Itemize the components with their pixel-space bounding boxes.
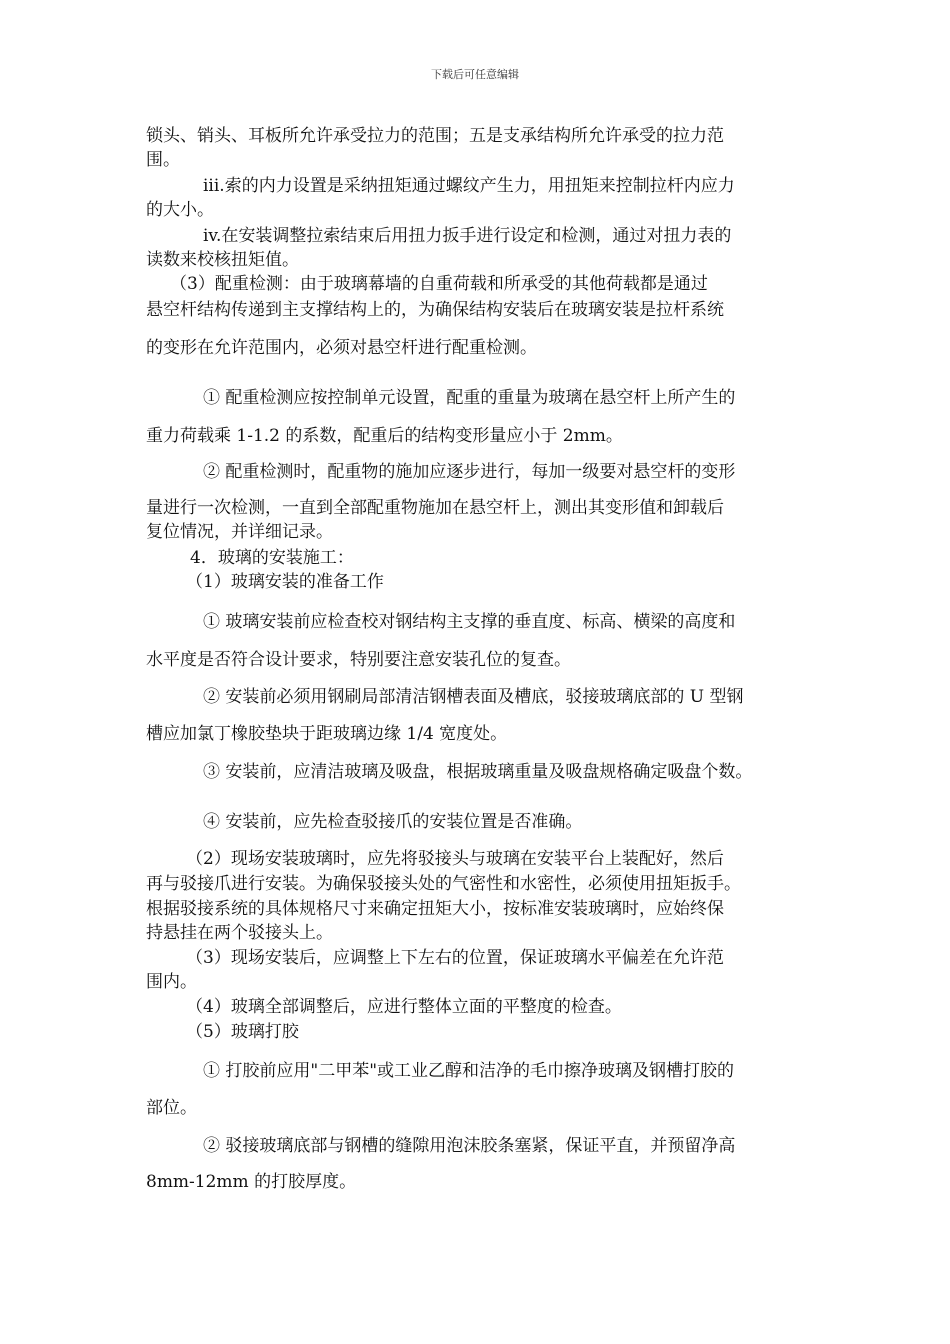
text-line: 量进行一次检测，一直到全部配重物施加在悬空杆上，测出其变形值和卸载后: [146, 498, 724, 518]
text-line: 围。: [146, 150, 180, 170]
text-line: 水平度是否符合设计要求，特别要注意安装孔位的复查。: [146, 650, 571, 670]
text-line: iv.在安装调整拉索结束后用扭力扳手进行设定和检测，通过对扭力表的: [203, 226, 732, 246]
text-line: iii.索的内力设置是采纳扭矩通过螺纹产生力，用扭矩来控制拉杆内应力: [203, 176, 735, 196]
text-line: 复位情况，并详细记录。: [146, 522, 333, 542]
text-line: （5）玻璃打胶: [186, 1022, 299, 1042]
text-line: （3）配重检测：由于玻璃幕墙的自重荷载和所承受的其他荷载都是通过: [170, 274, 708, 294]
text-line: （4）玻璃全部调整后，应进行整体立面的平整度的检查。: [186, 997, 622, 1017]
text-line: 围内。: [146, 972, 197, 992]
text-line: 重力荷载乘 1-1.2 的系数，配重后的结构变形量应小于 2mm。: [146, 426, 623, 446]
text-line: 8mm-12mm 的打胶厚度。: [146, 1172, 357, 1192]
text-line: 悬空杆结构传递到主支撑结构上的，为确保结构安装后在玻璃安装是拉杆系统: [146, 300, 724, 320]
text-line: ② 驳接玻璃底部与钢槽的缝隙用泡沫胶条塞紧，保证平直，并预留净高: [203, 1136, 736, 1156]
text-line: ② 配重检测时，配重物的施加应逐步进行，每加一级要对悬空杆的变形: [203, 462, 736, 482]
text-line: 槽应加氯丁橡胶垫块于距玻璃边缘 1/4 宽度处。: [146, 724, 508, 744]
text-line: （2）现场安装玻璃时，应先将驳接头与玻璃在安装平台上装配好，然后: [186, 849, 724, 869]
text-line: 锁头、销头、耳板所允许承受拉力的范围；五是支承结构所允许承受的拉力范: [146, 126, 724, 146]
text-line: ④ 安装前，应先检查驳接爪的安装位置是否准确。: [203, 812, 583, 832]
text-line: 的变形在允许范围内，必须对悬空杆进行配重检测。: [146, 338, 537, 358]
text-line: 再与驳接爪进行安装。为确保驳接头处的气密性和水密性，必须使用扭矩扳手。: [146, 874, 741, 894]
text-line: 部位。: [146, 1098, 197, 1118]
text-line: ① 打胶前应用"二甲苯"或工业乙醇和洁净的毛巾擦净玻璃及钢槽打胶的: [203, 1061, 735, 1081]
text-line: ① 配重检测应按控制单元设置，配重的重量为玻璃在悬空杆上所产生的: [203, 388, 736, 408]
text-line: ① 玻璃安装前应检查校对钢结构主支撑的垂直度、标高、横梁的高度和: [203, 612, 736, 632]
text-line: ③ 安装前，应清洁玻璃及吸盘，根据玻璃重量及吸盘规格确定吸盘个数。: [203, 762, 753, 782]
text-line: ② 安装前必须用钢刷局部清洁钢槽表面及槽底，驳接玻璃底部的 U 型钢: [203, 687, 744, 707]
text-line: 的大小。: [146, 200, 214, 220]
page-header: 下载后可任意编辑: [431, 68, 519, 81]
text-line: 4．玻璃的安装施工：: [190, 548, 354, 568]
text-line: 根据驳接系统的具体规格尺寸来确定扭矩大小，按标准安装玻璃时，应始终保: [146, 899, 724, 919]
text-line: 读数来校核扭矩值。: [146, 250, 299, 270]
text-line: （1）玻璃安装的准备工作: [186, 572, 384, 592]
text-line: （3）现场安装后，应调整上下左右的位置，保证玻璃水平偏差在允许范: [186, 948, 724, 968]
text-line: 持悬挂在两个驳接头上。: [146, 923, 333, 943]
